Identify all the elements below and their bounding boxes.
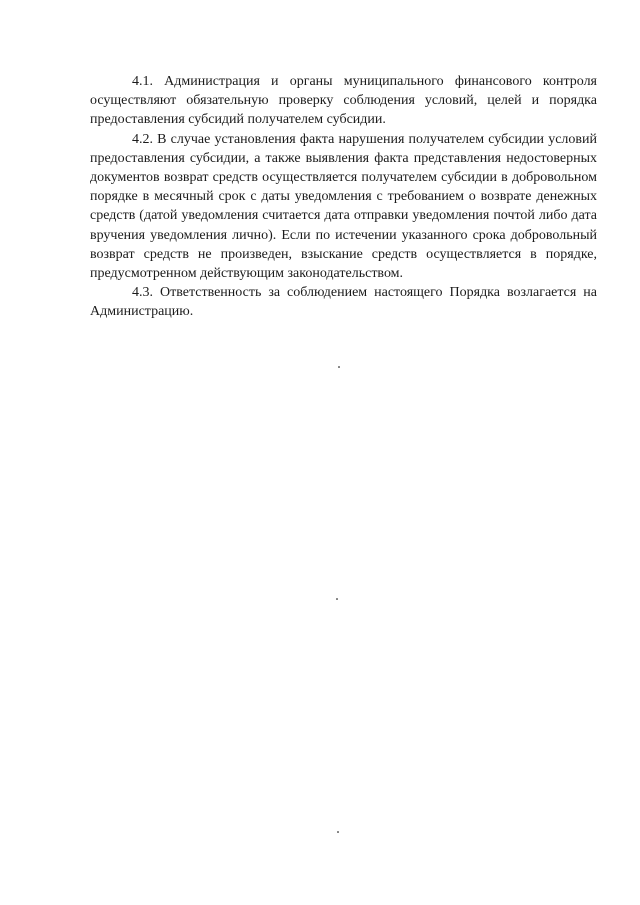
paragraph-4-1: 4.1. Администрация и органы муниципального финансового контроля осуществляют обязательную проверку соблюдения условий, целей и порядка предоставления субсидий получателем субсидии. bbox=[90, 74, 597, 128]
document-body bbox=[90, 72, 597, 322]
paragraph-4-3: 4.3. Ответственность за соблюдением настоящего Порядка возлагается на Администрацию. bbox=[90, 285, 597, 320]
paragraph-4-2: 4.2. В случае установления факта нарушения получателем субсидии условий предоставления субсидии, а также выявления факта представления недостоверных документов возврат средств осуществляется получателем субсидии в добровольном порядке в месячный срок с даты уведомления с требованием о возврате денежных средств (датой уведомления считается дата отправки уведомления почтой либо дата вручения уведомления лично). Если по истечении указанного срока добровольный возврат средств не произведен, взыскание средств осуществляется в порядке, предусмотренном действующим законодательством. bbox=[90, 131, 597, 282]
scan-speck bbox=[338, 366, 340, 368]
scan-speck bbox=[336, 598, 338, 600]
scan-speck bbox=[337, 831, 339, 833]
